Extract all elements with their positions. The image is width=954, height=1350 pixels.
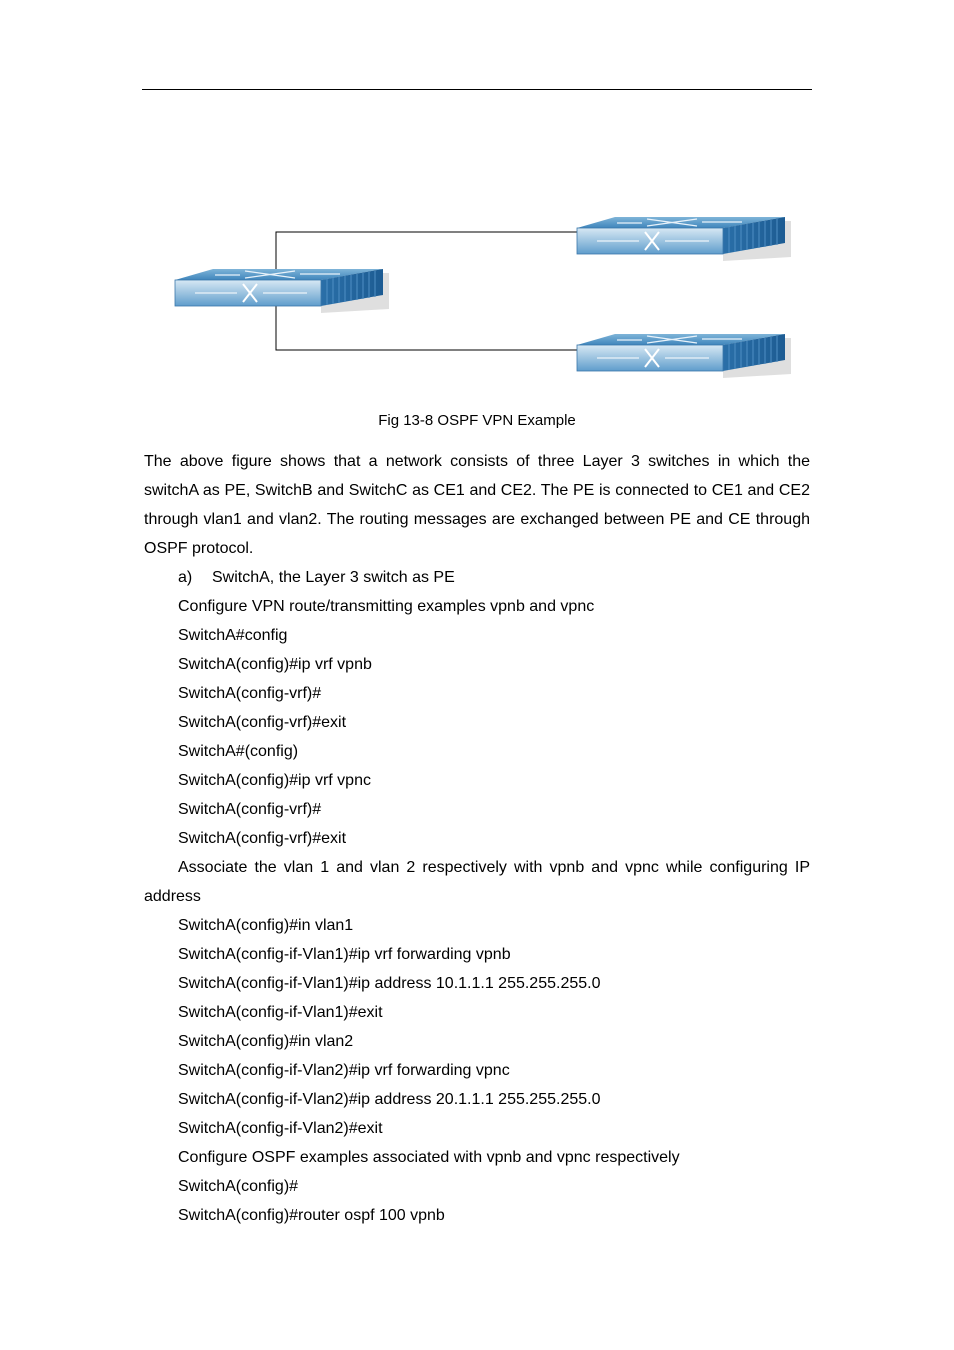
switch-b-icon bbox=[577, 217, 791, 261]
step-a-text: SwitchA, the Layer 3 switch as PE bbox=[212, 569, 455, 586]
code-line: Configure VPN route/transmitting examples vpnb and vpnc bbox=[178, 598, 595, 615]
config-lines-2 bbox=[144, 911, 810, 1230]
config-lines-1 bbox=[144, 592, 810, 853]
code-line: SwitchA(config)#ip vrf vpnb bbox=[178, 656, 372, 673]
code-line: SwitchA(config-vrf)# bbox=[178, 801, 322, 818]
switch-c-icon bbox=[577, 334, 791, 378]
code-line: SwitchA(config-if-Vlan1)#ip address 10.1.1.1 255.255.255.0 bbox=[178, 975, 601, 992]
step-a bbox=[144, 563, 810, 592]
code-line: SwitchA(config-if-Vlan2)#ip address 20.1.1.1 255.255.255.0 bbox=[178, 1091, 601, 1108]
code-line: Configure OSPF examples associated with vpnb and vpnc respectively bbox=[178, 1149, 680, 1166]
code-line: SwitchA(config)#in vlan2 bbox=[178, 1033, 354, 1050]
switch-a-icon bbox=[175, 269, 389, 313]
code-line: SwitchA(config)#ip vrf vpnc bbox=[178, 772, 371, 789]
code-line: SwitchA#(config) bbox=[178, 743, 299, 760]
code-line: SwitchA(config-if-Vlan2)#ip vrf forwarding vpnc bbox=[178, 1062, 510, 1079]
code-line: SwitchA(config-if-Vlan1)#ip vrf forwarding vpnb bbox=[178, 946, 511, 963]
body-text bbox=[144, 447, 810, 1230]
code-line: SwitchA(config)#in vlan1 bbox=[178, 917, 354, 934]
code-line: SwitchA(config-if-Vlan2)#exit bbox=[178, 1120, 383, 1137]
code-line: SwitchA(config-vrf)#exit bbox=[178, 714, 347, 731]
associate-note: Associate the vlan 1 and vlan 2 respectively with vpnb and vpnc while configuring IP address bbox=[144, 859, 810, 905]
code-line: SwitchA(config)# bbox=[178, 1178, 299, 1195]
code-line: SwitchA(config-if-Vlan1)#exit bbox=[178, 1004, 383, 1021]
code-line: SwitchA#config bbox=[178, 627, 288, 644]
code-line: SwitchA(config)#router ospf 100 vpnb bbox=[178, 1207, 445, 1224]
network-diagram bbox=[0, 0, 954, 400]
step-a-marker: a) bbox=[178, 569, 193, 586]
intro-paragraph: The above figure shows that a network consists of three Layer 3 switches in which the switchA as PE, SwitchB and SwitchC as CE1 and CE2. The PE is connected to CE1 and CE2 through vlan1 and vlan2. The routing messages are exchanged between PE and CE through OSPF protocol. bbox=[144, 453, 810, 557]
code-line: SwitchA(config-vrf)#exit bbox=[178, 830, 347, 847]
figure-caption: Fig 13-8 OSPF VPN Example bbox=[378, 412, 576, 429]
code-line: SwitchA(config-vrf)# bbox=[178, 685, 322, 702]
